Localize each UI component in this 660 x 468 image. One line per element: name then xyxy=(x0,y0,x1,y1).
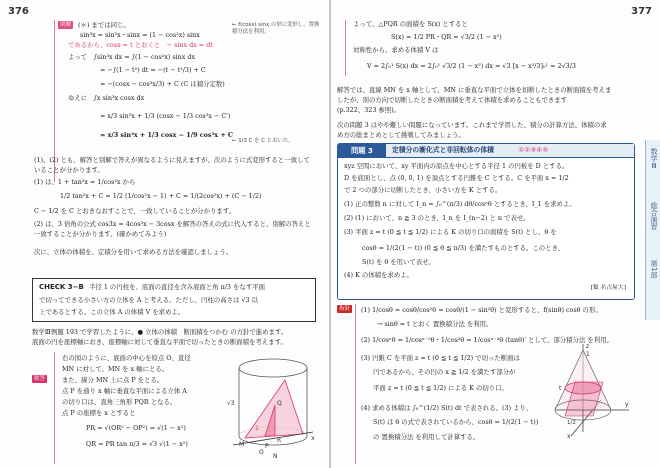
cone-label-one: 1 xyxy=(586,351,590,358)
alt-line-6: ゆえに ∫x sin³x cosx dx xyxy=(68,94,145,102)
cylinder-top-ellipse xyxy=(239,359,307,377)
chapter-side-tab xyxy=(645,140,660,320)
answer-line-3: 点 P を通り x 軸に垂直な平面による立体 A xyxy=(62,387,187,395)
left-page xyxy=(0,0,329,468)
check-label: CHECK 3−B xyxy=(39,283,84,291)
text-line-13: C − 1/2 を C とおきなおすことで、一致していることが分かります。 xyxy=(34,207,236,215)
label-r: R xyxy=(277,437,282,444)
top-line-6: (p.322、323 参照)。 xyxy=(337,106,401,114)
side-tab-subject: 数学Ⅲ xyxy=(650,148,658,170)
top-line-7: 次の問題 3 はやや難しい問題になっています。これまで学習した、積分の計算方法、体積の求 xyxy=(337,121,607,129)
alt-line-7: = x/3 sin³x + 1/3 (cosx − 1/3 cos³x − C′) xyxy=(100,112,231,120)
hint-line-6: (4) 求める体積は ∫₀^(1/2) S(t) dt で表される。(3) より、 xyxy=(361,404,533,412)
intro-line-0: 数学Ⅲ例題 193 で学習したように、● 立体の体積 断面積をつかむ の方針で進めます。 xyxy=(32,328,288,336)
text-line-16: 次に、立体の体積を、定積分を用いて求める方法を確認しましょう。 xyxy=(34,248,233,256)
top-line-4: 解答では、直線 MN を x 軸として、MN に垂直な平面で立体を切断したときの断面積を考えま xyxy=(337,86,612,94)
problem-title: 定積分の漸化式と非回転体の体積 xyxy=(392,146,494,154)
answer-line-5: 点 P の座標を x とすると xyxy=(62,409,136,417)
top-line-0: よって、△PQR の面積を S(x) とすると xyxy=(353,20,468,28)
label-q: Q xyxy=(277,400,282,407)
label-height: √3 xyxy=(227,400,235,407)
problem-box xyxy=(337,143,635,300)
label-m: M xyxy=(239,441,245,448)
answer-line-0: 右の図のように、底面の中心を原点 O、直径 xyxy=(62,354,191,362)
hint-line-8: の 置換積分法 を利用して計算する。 xyxy=(373,433,480,441)
check-line-0: 半径 1 の円柱を、底面の直径を含み底面と角 π/3 をなす平面 xyxy=(89,283,265,291)
problem-line-5: (3) 平面 z = t (0 ≦ t ≦ 1/2) による K の切り口の面積を S(t) とし、θ を xyxy=(344,228,557,236)
hint-bar xyxy=(355,304,356,464)
side-tab-part: 第1部 xyxy=(650,260,658,279)
top-line-2: 対称性から、求める体積 V は xyxy=(353,46,439,54)
hint-line-3: (3) 円錐 C を平面 z = t (0 ≦ t ≦ 1/2) で切った断面は xyxy=(361,354,520,362)
problem-line-8: (4) K の体積を求めよ。 xyxy=(344,271,414,279)
hint-line-7: S(t) は θ の式で表されているから、cosθ = 1/(2(1 − t)) xyxy=(373,418,539,426)
alt-line-5: = −(cosx − cos³x/3) + C (C は積分定数) xyxy=(100,80,225,88)
answer-line-1: MN に対して、MN を x 軸にとる。 xyxy=(62,365,169,373)
text-line-12: 1/2 tan²x + C = 1/2 (1/cos²x − 1) + C = 1/(2cos²x) + (C − 1/2) xyxy=(60,192,262,200)
page-number-right: 377 xyxy=(631,6,652,17)
right-page xyxy=(331,0,660,468)
text-line-15: 一致することが分かります。(確かめてみよう) xyxy=(34,230,167,238)
cylinder-figure xyxy=(225,350,320,462)
check-box xyxy=(32,278,316,322)
problem-source: [類 名古屋大] xyxy=(590,285,626,291)
hint-line-5: 平面 z = t (0 ≦ t ≦ 1/2) による K の切り口。 xyxy=(373,384,508,392)
note-constant: ← 1/3 C を C とおいた。 xyxy=(232,138,294,144)
alt-line-8: = x/3 sin³x + 1/3 cosx − 1/9 cos³x + C xyxy=(100,131,234,139)
side-tab-section: 総合演習 xyxy=(650,202,658,230)
hint-line-1: → sinθ = t とおく 置換積分法 を利用。 xyxy=(377,320,493,328)
alt-line-2: であるから、cosx = t とおくと − sinx dx = dt xyxy=(68,41,213,49)
label-one: 1 xyxy=(255,425,259,432)
hint-line-0: (1) 1/cosθ = cosθ/cos²θ = cosθ/(1 − sin²θ) と変形すると、f(sinθ) cosθ の形。 xyxy=(361,306,602,314)
text-line-9: (1)、(2) とも、解答と別解で答えが異なるように見えますが、次のように式変形すると一致して xyxy=(34,156,310,164)
intro-line-1: 底面の円を座標軸におき、座標軸に対して垂直な平面で切ったときの断面積を考えます。 xyxy=(32,338,287,346)
problem-line-6: cosθ = 1/(2(1 − t)) (0 ≦ θ ≦ π/3) を満たすものとする。このとき、 xyxy=(362,244,565,252)
top-line-8: め方の総まとめとして挑戦してみましょう。 xyxy=(337,131,465,139)
text-line-10: いることが分かります。 xyxy=(34,166,104,174)
top-line-5: したが、別の方向で切断したときの断面積を考えて体積を求めることもできます xyxy=(337,96,568,104)
answer-bar xyxy=(54,352,55,464)
problem-label: 問題 3 xyxy=(338,144,386,157)
hint-tag: 指針 xyxy=(339,306,351,312)
cone-label-half: 1/2 xyxy=(567,420,576,426)
cone-figure xyxy=(553,340,633,440)
alt-line-3: よって ∫sin³x dx = ∫(1 − cos²x) sinx dx xyxy=(68,53,196,61)
continued-answer-bar xyxy=(345,20,346,76)
problem-line-0: xyz 空間において、xy 平面内の原点を中心とする半径 1 の円板を D とする。 xyxy=(344,162,569,170)
problem-line-4: (2) (1) において、n ≧ 3 のとき、I_n を I_(n−2) と n で表せ。 xyxy=(344,214,530,222)
answer-line-6: PR = √(OR² − OP²) = √(1 − x²) xyxy=(86,424,186,432)
problem-line-7: S(t) を θ を用いて表せ。 xyxy=(362,258,435,266)
note-substitution: ← f(cosx) sinx の形に変形し、置換積分法を利用。 xyxy=(232,22,320,35)
alt-line-4: = −∫(1 − t²) dt = −(t − t³/3) + C xyxy=(100,66,206,74)
cone-label-y: y xyxy=(625,401,629,408)
problem-header xyxy=(338,144,634,158)
label-n: N xyxy=(273,453,278,460)
answer-line-7: QR = PR tan π/3 = √3 √(1 − x²) xyxy=(86,440,188,448)
check-line-1: で切ってできる小さい方の立体を A と考える。ただし、円柱の高さは √3 以 xyxy=(39,296,258,304)
problem-line-3: (1) 正の整数 n に対して I_n = ∫₀^(π/3) dθ/cosⁿθ とするとき、I_1 を求めよ。 xyxy=(344,200,576,208)
check-line-2: 上であるとする。この立体 A の体積 V を求めよ。 xyxy=(39,308,185,316)
hint-line-2: (2) 1/cosⁿθ = 1/cosⁿ⁻²θ・1/cos²θ = 1/cosⁿ⁻²θ (tanθ)′ として、部分積分法 を利用。 xyxy=(361,336,613,344)
alt-solution-tag: 別解 xyxy=(60,22,72,28)
hint-line-4: 円であるから、その円の x ≧ 1/2 を満たす部分が xyxy=(373,368,516,376)
label-x-axis: x xyxy=(311,435,315,442)
cone-label-x: x xyxy=(567,433,571,440)
problem-line-2: で 2 つの部分に切断したとき、小さい方を K とする。 xyxy=(344,186,502,194)
problem-difficulty: ①②③④⑤ xyxy=(518,146,549,154)
text-line-11: (1) は、1 + tan²x = 1/cos²x から xyxy=(34,178,136,186)
cone-label-t: t xyxy=(559,385,562,392)
label-p: P xyxy=(265,443,269,450)
page-number-left: 376 xyxy=(8,6,29,17)
label-o: O xyxy=(259,449,264,456)
alt-line-1: sin³x = sin²x・sinx = (1 − cos²x) sinx xyxy=(80,31,200,39)
answer-line-2: また、線分 MN 上に点 P をとる。 xyxy=(62,376,164,384)
top-line-1: S(x) = 1/2 PR・QR = √3/2 (1 − x²) xyxy=(391,33,502,41)
cone-label-z: z xyxy=(586,343,590,350)
problem-line-1: D を底面とし、点 (0, 0, 1) を頂点とする円錐を C とする。C を平面 x = 1/2 xyxy=(344,174,569,182)
top-line-3: V = 2∫₀¹ S(x) dx = 2∫₀¹ √3/2 (1 − x²) dx = √3 [x − x³/3]₀¹ = 2√3/3 xyxy=(367,62,576,70)
answer-tag: 解答 xyxy=(34,376,46,382)
alt-line-0: (＊) までは同じ。 xyxy=(78,21,130,29)
text-line-14: (2) は、3 倍角の公式 cos3x = 4cos³x − 3cosx を解答の答えの式に代入すると、別解の答えと xyxy=(34,220,311,228)
answer-line-4: の切り口は、直角三角形 PQR となる。 xyxy=(62,398,177,406)
